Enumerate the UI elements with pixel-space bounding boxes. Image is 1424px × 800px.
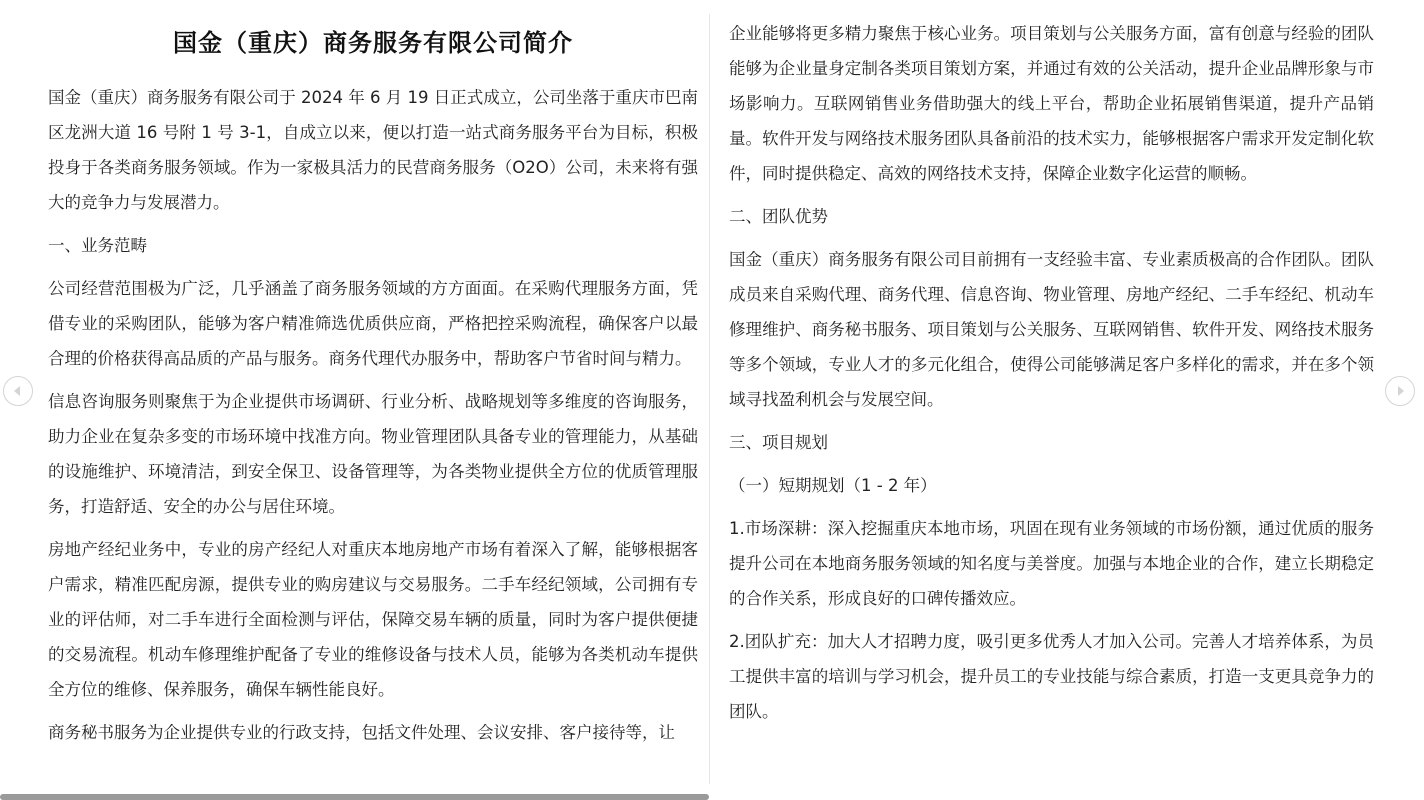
page-divider [709, 14, 710, 784]
chevron-right-icon [1393, 384, 1407, 398]
section-heading: 一、业务范畴 [48, 236, 147, 255]
paragraph: 1.市场深耕：深入挖掘重庆本地市场，巩固在现有业务领域的市场份额，通过优质的服务提升公司在本地商务服务领域的知名度与美誉度。加强与本地企业的合作，建立长期稳定的合作关系，形成良好的口碑传播效应。 [729, 519, 1374, 608]
previous-page-button[interactable] [3, 376, 33, 406]
paragraph: 国金（重庆）商务服务有限公司于 2024 年 6 月 19 日正式成立，公司坐落于重庆市巴南区龙洲大道 16 号附 1 号 3-1，自成立以来，便以打造一站式商务服务平台为目标，积极投身于各类商务服务领域。作为一家极具活力的民营商务服务（O2O）公司，未来将有强大的竞争力与发展潜力。 [48, 88, 698, 212]
document-title: 国金（重庆）商务服务有限公司简介 [173, 29, 573, 57]
paragraph: 商务秘书服务为企业提供专业的行政支持，包括文件处理、会议安排、客户接待等，让 [48, 723, 675, 742]
paragraph: 企业能够将更多精力聚焦于核心业务。项目策划与公关服务方面，富有创意与经验的团队能够为企业量身定制各类项目策划方案，并通过有效的公关活动，提升企业品牌形象与市场影响力。互联网销售业务借助强大的线上平台，帮助企业拓展销售渠道，提升产品销量。软件开发与网络技术服务团队具备前沿的技术实力，能够根据客户需求开发定制化软件，同时提供稳定、高效的网络技术支持，保障企业数字化运营的顺畅。 [729, 24, 1374, 183]
chevron-left-icon [11, 384, 25, 398]
paragraph: 国金（重庆）商务服务有限公司目前拥有一支经验丰富、专业素质极高的合作团队。团队成员来自采购代理、商务代理、信息咨询、物业管理、房地产经纪、二手车经纪、机动车修理维护、商务秘书服务、项目策划与公关服务、互联网销售、软件开发、网络技术服务等多个领域，专业人才的多元化组合，使得公司能够满足客户多样化的需求，并在多个领域寻找盈利机会与发展空间。 [729, 250, 1374, 409]
left-page [48, 0, 698, 794]
next-page-button[interactable] [1385, 376, 1415, 406]
section-heading: 三、项目规划 [729, 433, 828, 452]
section-heading: 二、团队优势 [729, 207, 828, 226]
paragraph: 房地产经纪业务中，专业的房产经纪人对重庆本地房地产市场有着深入了解，能够根据客户需求，精准匹配房源，提供专业的购房建议与交易服务。二手车经纪领域，公司拥有专业的评估师，对二手车进行全面检测与评估，保障交易车辆的质量，同时为客户提供便捷的交易流程。机动车修理维护配备了专业的维修设备与技术人员，能够为各类机动车提供全方位的维修、保养服务，确保车辆性能良好。 [48, 540, 698, 699]
subsection-heading: （一）短期规划（1 - 2 年） [729, 476, 937, 495]
horizontal-scrollbar[interactable] [0, 794, 709, 800]
paragraph: 2.团队扩充：加大人才招聘力度，吸引更多优秀人才加入公司。完善人才培养体系，为员工提供丰富的培训与学习机会，提升员工的专业技能与综合素质，打造一支更具竞争力的团队。 [729, 632, 1374, 721]
right-page [729, 0, 1374, 794]
paragraph: 公司经营范围极为广泛，几乎涵盖了商务服务领域的方方面面。在采购代理服务方面，凭借专业的采购团队，能够为客户精准筛选优质供应商，严格把控采购流程，确保客户以最合理的价格获得高品质的产品与服务。商务代理代办服务中，帮助客户节省时间与精力。 [48, 279, 698, 368]
paragraph: 信息咨询服务则聚焦于为企业提供市场调研、行业分析、战略规划等多维度的咨询服务，助力企业在复杂多变的市场环境中找准方向。物业管理团队具备专业的管理能力，从基础的设施维护、环境清洁，到安全保卫、设备管理等，为各类物业提供全方位的优质管理服务，打造舒适、安全的办公与居住环境。 [48, 392, 698, 516]
